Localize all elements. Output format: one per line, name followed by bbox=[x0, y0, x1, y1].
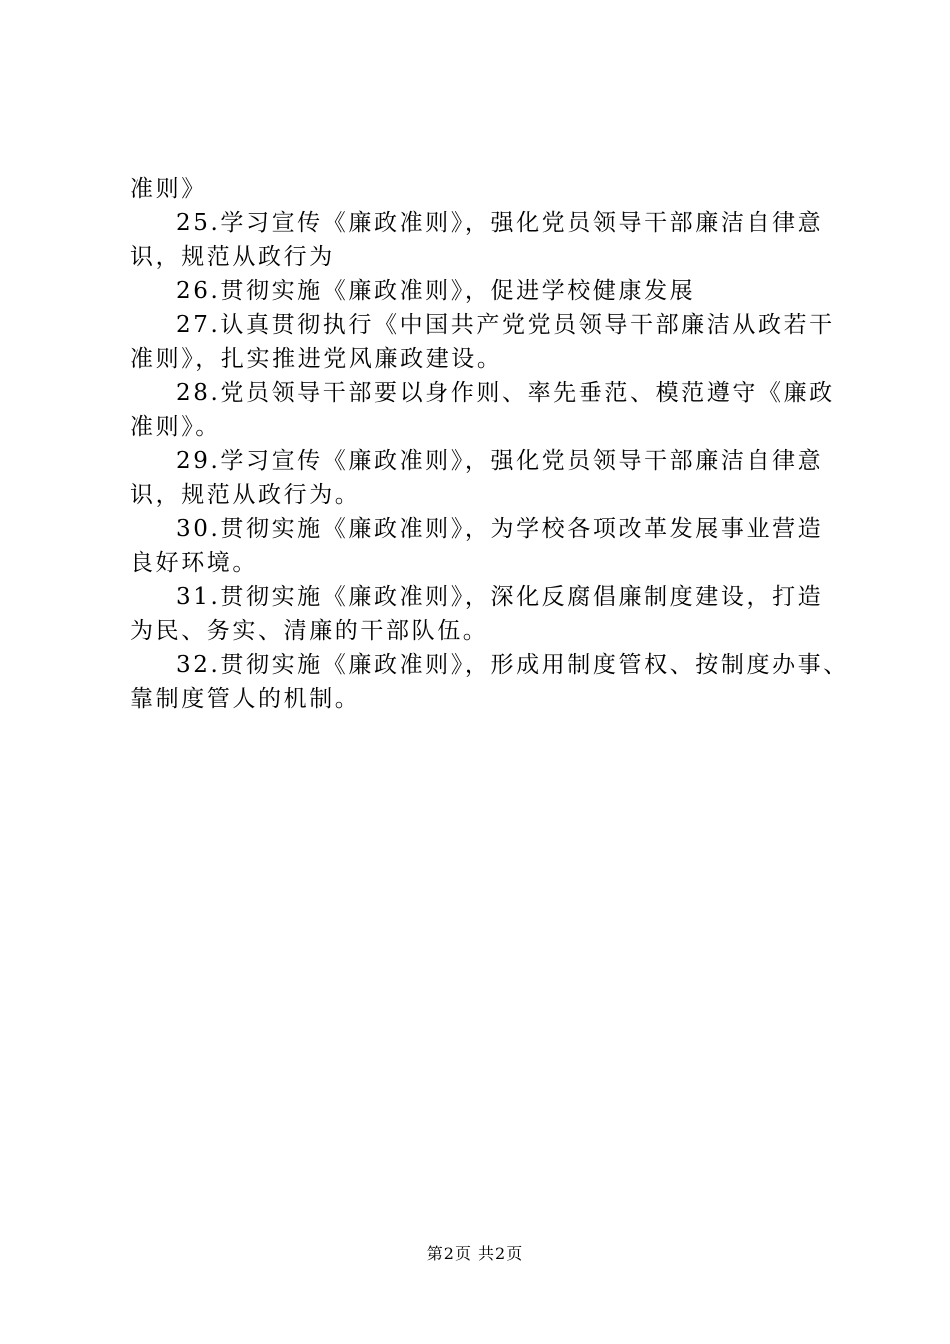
page-number-indicator: 第2页 共2页 bbox=[426, 1244, 524, 1263]
text-line: 30.贯彻实施《廉政准则》，为学校各项改革发展事业营造 bbox=[176, 516, 824, 542]
text-line: 为民、务实、清廉的干部队伍。 bbox=[130, 618, 489, 644]
text-line: 良好环境。 bbox=[130, 550, 258, 576]
text-line: 29.学习宣传《廉政准则》，强化党员领导干部廉洁自律意 bbox=[176, 448, 824, 474]
text-line: 32.贯彻实施《廉政准则》，形成用制度管权、按制度办事、 bbox=[176, 652, 849, 678]
text-line: 准则》 bbox=[130, 176, 207, 202]
text-line: 识，规范从政行为。 bbox=[130, 482, 361, 508]
page-footer bbox=[0, 1242, 950, 1266]
text-line: 准则》，扎实推进党风廉政建设。 bbox=[130, 346, 503, 372]
text-line: 靠制度管人的机制。 bbox=[130, 686, 361, 712]
text-line: 26.贯彻实施《廉政准则》，促进学校健康发展 bbox=[176, 278, 696, 304]
text-line: 31.贯彻实施《廉政准则》，深化反腐倡廉制度建设，打造 bbox=[176, 584, 824, 610]
text-line: 28.党员领导干部要以身作则、率先垂范、模范遵守《廉政 bbox=[176, 380, 835, 406]
document-body bbox=[130, 172, 849, 716]
text-line: 25.学习宣传《廉政准则》，强化党员领导干部廉洁自律意 bbox=[176, 210, 824, 236]
text-line: 准则》。 bbox=[130, 414, 221, 440]
text-line: 识，规范从政行为 bbox=[130, 244, 335, 270]
text-line: 27.认真贯彻执行《中国共产党党员领导干部廉洁从政若干 bbox=[176, 312, 835, 338]
